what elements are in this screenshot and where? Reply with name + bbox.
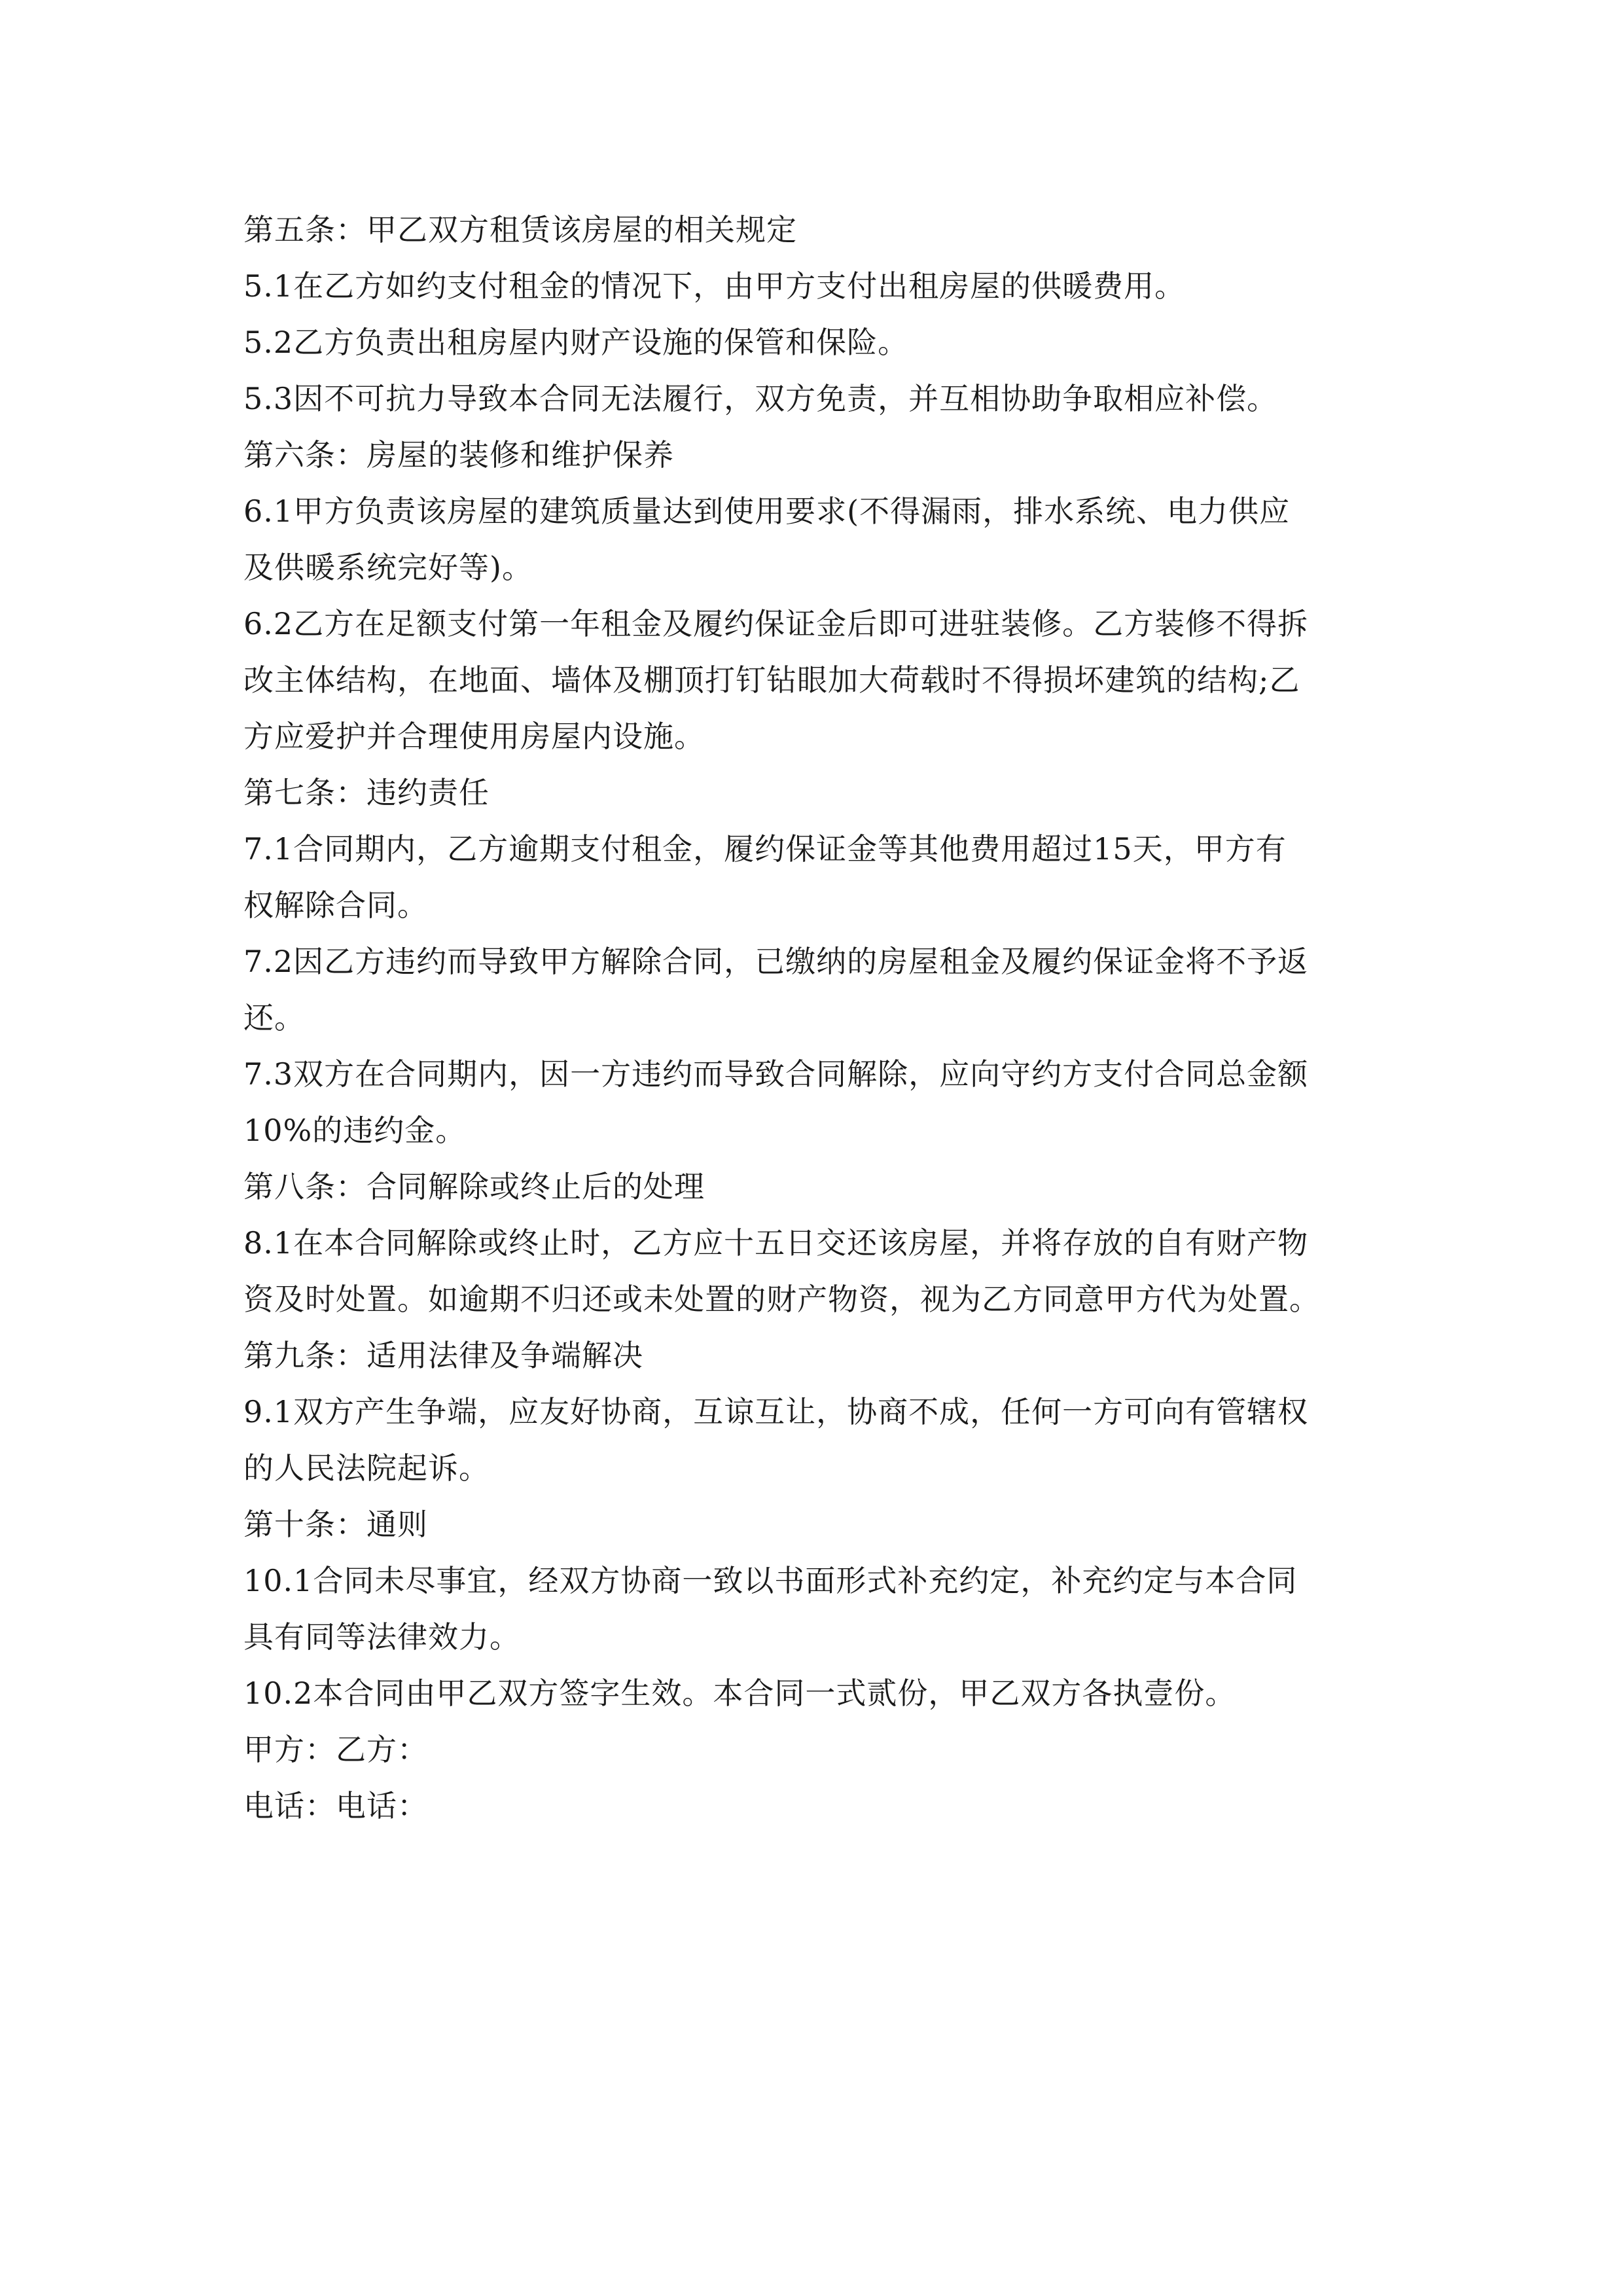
clause-10-1-line-1: 10.1合同未尽事宜，经双方协商一致以书面形式补充约定，补充约定与本合同: [243, 1563, 1298, 1598]
signature-parties: 甲方：乙方：: [243, 1732, 428, 1767]
clause-7-1-line-1: 7.1合同期内，乙方逾期支付租金，履约保证金等其他费用超过15天，甲方有: [243, 831, 1287, 867]
article-5-heading: 第五条：甲乙双方租赁该房屋的相关规定: [243, 212, 797, 247]
clause-5-1: 5.1在乙方如约支付租金的情况下，由甲方支付出租房屋的供暖费用。: [243, 268, 1186, 304]
clause-7-3-line-2: 10%的违约金。: [243, 1113, 467, 1148]
clause-7-2-line-2: 还。: [243, 1000, 305, 1035]
article-8-heading: 第八条：合同解除或终止后的处理: [243, 1169, 705, 1204]
clause-6-2-line-3: 方应爱护并合理使用房屋内设施。: [243, 719, 705, 754]
article-7-heading: 第七条：违约责任: [243, 775, 490, 810]
clause-7-3-line-1: 7.3双方在合同期内，因一方违约而导致合同解除，应向守约方支付合同总金额: [243, 1056, 1309, 1092]
article-10-heading: 第十条：通则: [243, 1507, 428, 1542]
clause-7-1-line-2: 权解除合同。: [243, 888, 428, 923]
clause-8-1-line-1: 8.1在本合同解除或终止时，乙方应十五日交还该房屋，并将存放的自有财产物: [243, 1225, 1309, 1261]
clause-8-1-line-2: 资及时处置。如逾期不归还或未处置的财产物资，视为乙方同意甲方代为处置。: [243, 1282, 1320, 1317]
clause-6-2-line-2: 改主体结构，在地面、墙体及棚顶打钉钻眼加大荷载时不得损坏建筑的结构;乙: [243, 662, 1300, 698]
clause-7-2-line-1: 7.2因乙方违约而导致甲方解除合同，已缴纳的房屋租金及履约保证金将不予返: [243, 944, 1309, 979]
clause-9-1-line-1: 9.1双方产生争端，应友好协商，互谅互让，协商不成，任何一方可向有管辖权: [243, 1394, 1309, 1429]
clause-5-2: 5.2乙方负责出租房屋内财产设施的保管和保险。: [243, 325, 909, 360]
clause-10-2: 10.2本合同由甲乙双方签字生效。本合同一式贰份，甲乙双方各执壹份。: [243, 1676, 1236, 1711]
document-body: [243, 202, 1395, 1834]
clause-5-3: 5.3因不可抗力导致本合同无法履行，双方免责，并互相协助争取相应补偿。: [243, 381, 1278, 416]
clause-10-1-line-2: 具有同等法律效力。: [243, 1619, 520, 1655]
clause-6-1-line-2: 及供暖系统完好等)。: [243, 550, 533, 585]
article-9-heading: 第九条：适用法律及争端解决: [243, 1338, 643, 1373]
signature-phones: 电话：电话：: [243, 1788, 428, 1823]
clause-9-1-line-2: 的人民法院起诉。: [243, 1450, 490, 1486]
clause-6-2-line-1: 6.2乙方在足额支付第一年租金及履约保证金后即可进驻装修。乙方装修不得拆: [243, 606, 1309, 641]
article-6-heading: 第六条：房屋的装修和维护保养: [243, 437, 674, 473]
clause-6-1-line-1: 6.1甲方负责该房屋的建筑质量达到使用要求(不得漏雨，排水系统、电力供应: [243, 493, 1291, 529]
